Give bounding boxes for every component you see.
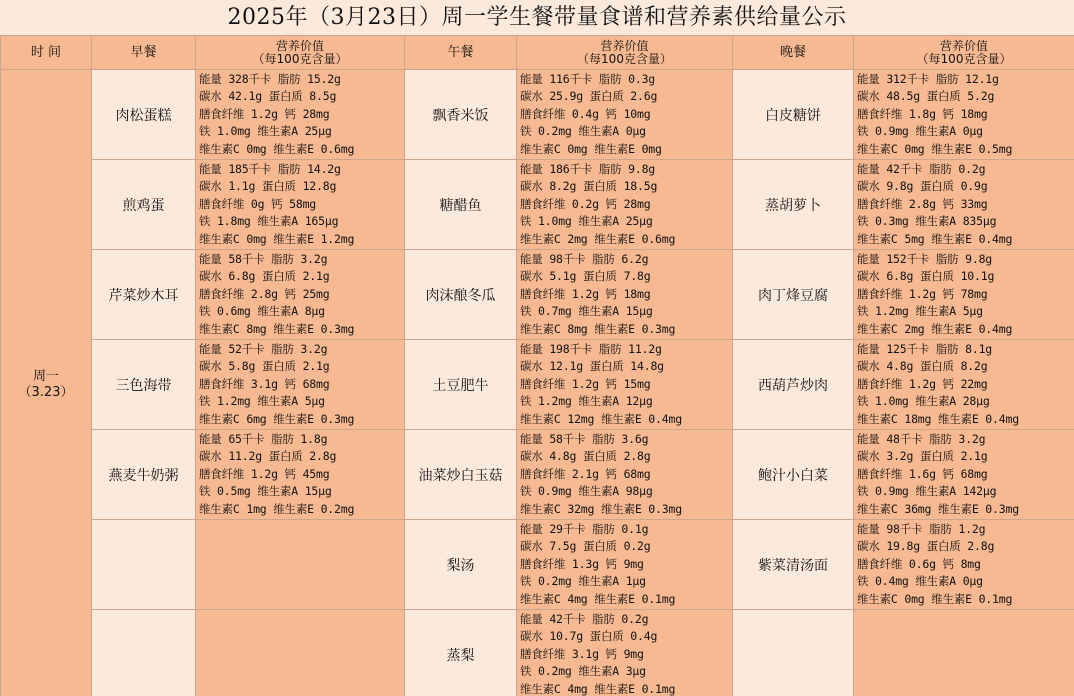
nutrition-line: 膳食纤维 1.2g 钙 18mg	[520, 286, 651, 301]
nutrition-line: 膳食纤维 1.2g 钙 22mg	[857, 376, 988, 391]
nutrition-line: 碳水 3.2g 蛋白质 2.1g	[857, 449, 988, 464]
dinner-dish: 紫菜清汤面	[733, 520, 854, 610]
nutrition-line: 能量 125千卡 脂肪 8.1g	[857, 341, 993, 356]
nutrition-unit: （每100克含量）	[577, 51, 672, 66]
nutrition-line: 维生素C 0mg 维生素E 0mg	[520, 141, 662, 156]
nutrition-line: 碳水 4.8g 蛋白质 2.8g	[520, 449, 651, 464]
nutrition-line: 碳水 19.8g 蛋白质 2.8g	[857, 539, 995, 554]
breakfast-dish: 燕麦牛奶粥	[92, 430, 196, 520]
lunch-nutrition	[517, 160, 733, 250]
nutrition-line: 膳食纤维 1.8g 钙 18mg	[857, 106, 988, 121]
breakfast-nutrition	[196, 520, 405, 610]
nutrition-line: 膳食纤维 1.2g 钙 45mg	[199, 466, 330, 481]
lunch-nutrition	[517, 610, 733, 696]
nutrition-line: 维生素C 32mg 维生素E 0.3mg	[520, 501, 682, 516]
nutrition-line: 膳食纤维 1.3g 钙 9mg	[520, 556, 644, 571]
header-lunch-nutrition	[517, 36, 733, 70]
nutrition-line: 铁 0.5mg 维生素A 15μg	[199, 484, 332, 499]
nutrition-line: 膳食纤维 3.1g 钙 9mg	[520, 646, 644, 661]
nutrition-line: 能量 58千卡 脂肪 3.2g	[199, 251, 328, 266]
nutrition-line: 维生素C 12mg 维生素E 0.4mg	[520, 411, 682, 426]
dinner-dish: 肉丁烽豆腐	[733, 250, 854, 340]
nutrition-title: 营养价值	[600, 38, 649, 53]
nutrition-line: 碳水 9.8g 蛋白质 0.9g	[857, 179, 988, 194]
lunch-nutrition	[517, 430, 733, 520]
nutrition-line: 铁 0.4mg 维生素A 0μg	[857, 574, 983, 589]
nutrition-line: 维生素C 0mg 维生素E 0.5mg	[857, 141, 1013, 156]
breakfast-nutrition	[196, 340, 405, 430]
nutrition-line: 铁 1.0mg 维生素A 25μg	[520, 214, 653, 229]
nutrition-line: 铁 1.0mg 维生素A 28μg	[857, 394, 990, 409]
table-row	[1, 520, 1074, 610]
breakfast-nutrition	[196, 70, 405, 160]
nutrition-line: 铁 1.0mg 维生素A 25μg	[199, 124, 332, 139]
table-row	[1, 340, 1074, 430]
nutrition-line: 能量 29千卡 脂肪 0.1g	[520, 521, 649, 536]
nutrition-line: 铁 0.2mg 维生素A 0μg	[520, 124, 646, 139]
nutrition-line: 能量 65千卡 脂肪 1.8g	[199, 431, 328, 446]
nutrition-line: 能量 42千卡 脂肪 0.2g	[520, 611, 649, 626]
header-dinner-nutrition	[854, 36, 1074, 70]
dinner-dish	[733, 610, 854, 696]
nutrition-line: 维生素C 0mg 维生素E 1.2mg	[199, 231, 355, 246]
nutrition-line: 能量 42千卡 脂肪 0.2g	[857, 161, 986, 176]
nutrition-line: 碳水 6.8g 蛋白质 10.1g	[857, 269, 995, 284]
lunch-dish: 土豆肥牛	[405, 340, 517, 430]
nutrition-unit: （每100克含量）	[916, 51, 1012, 66]
nutrition-line: 铁 1.8mg 维生素A 165μg	[199, 214, 339, 229]
nutrition-line: 碳水 12.1g 蛋白质 14.8g	[520, 359, 664, 374]
dinner-nutrition	[854, 610, 1074, 696]
nutrition-line: 铁 0.2mg 维生素A 1μg	[520, 574, 646, 589]
page-title: 2025年（3月23日）周一学生餐带量食谱和营养素供给量公示	[0, 0, 1074, 35]
nutrition-line: 铁 1.2mg 维生素A 5μg	[857, 304, 983, 319]
lunch-nutrition	[517, 340, 733, 430]
breakfast-dish: 肉松蛋糕	[92, 70, 196, 160]
table-row	[1, 610, 1074, 696]
table-row	[1, 70, 1074, 160]
nutrition-line: 碳水 25.9g 蛋白质 2.6g	[520, 89, 658, 104]
header-time: 时 间	[1, 36, 92, 70]
nutrition-line: 能量 98千卡 脂肪 6.2g	[520, 251, 649, 266]
nutrition-line: 膳食纤维 0.2g 钙 28mg	[520, 196, 651, 211]
nutrition-line: 碳水 5.8g 蛋白质 2.1g	[199, 359, 330, 374]
nutrition-line: 铁 0.7mg 维生素A 15μg	[520, 304, 653, 319]
nutrition-line: 能量 48千卡 脂肪 3.2g	[857, 431, 986, 446]
dinner-nutrition	[854, 70, 1074, 160]
nutrition-line: 膳食纤维 2.8g 钙 33mg	[857, 196, 988, 211]
dinner-dish: 西葫芦炒肉	[733, 340, 854, 430]
table-row	[1, 430, 1074, 520]
lunch-dish: 肉沫酿冬瓜	[405, 250, 517, 340]
nutrition-line: 铁 0.3mg 维生素A 835μg	[857, 214, 997, 229]
nutrition-line: 能量 186千卡 脂肪 9.8g	[520, 161, 656, 176]
breakfast-dish: 煎鸡蛋	[92, 160, 196, 250]
nutrition-line: 能量 58千卡 脂肪 3.6g	[520, 431, 649, 446]
nutrition-line: 膳食纤维 2.8g 钙 25mg	[199, 286, 330, 301]
nutrition-line: 维生素C 4mg 维生素E 0.1mg	[520, 591, 676, 606]
nutrition-line: 能量 198千卡 脂肪 11.2g	[520, 341, 662, 356]
nutrition-line: 维生素C 8mg 维生素E 0.3mg	[199, 321, 355, 336]
nutrition-line: 维生素C 0mg 维生素E 0.1mg	[857, 591, 1013, 606]
lunch-dish: 蒸梨	[405, 610, 517, 696]
nutrition-line: 膳食纤维 1.6g 钙 68mg	[857, 466, 988, 481]
nutrition-line: 碳水 42.1g 蛋白质 8.5g	[199, 89, 337, 104]
lunch-dish: 飘香米饭	[405, 70, 517, 160]
lunch-dish: 糖醋鱼	[405, 160, 517, 250]
nutrition-line: 维生素C 18mg 维生素E 0.4mg	[857, 411, 1019, 426]
nutrition-line: 铁 1.2mg 维生素A 5μg	[199, 394, 325, 409]
nutrition-line: 能量 52千卡 脂肪 3.2g	[199, 341, 328, 356]
dinner-nutrition	[854, 430, 1074, 520]
breakfast-nutrition	[196, 430, 405, 520]
lunch-dish: 油菜炒白玉菇	[405, 430, 517, 520]
header-breakfast: 早餐	[92, 36, 196, 70]
dinner-nutrition	[854, 520, 1074, 610]
dinner-dish: 蒸胡萝卜	[733, 160, 854, 250]
header-row	[1, 36, 1074, 70]
breakfast-dish: 三色海带	[92, 340, 196, 430]
nutrition-line: 铁 0.9mg 维生素A 0μg	[857, 124, 983, 139]
breakfast-dish	[92, 520, 196, 610]
lunch-nutrition	[517, 520, 733, 610]
nutrition-line: 膳食纤维 1.2g 钙 28mg	[199, 106, 330, 121]
nutrition-line: 维生素C 36mg 维生素E 0.3mg	[857, 501, 1019, 516]
header-dinner: 晚餐	[733, 36, 854, 70]
nutrition-line: 碳水 5.1g 蛋白质 7.8g	[520, 269, 651, 284]
day-cell	[1, 70, 92, 696]
nutrition-line: 碳水 4.8g 蛋白质 8.2g	[857, 359, 988, 374]
lunch-nutrition	[517, 250, 733, 340]
menu-table	[0, 35, 1074, 696]
nutrition-line: 碳水 10.7g 蛋白质 0.4g	[520, 629, 658, 644]
nutrition-line: 维生素C 8mg 维生素E 0.3mg	[520, 321, 676, 336]
nutrition-line: 维生素C 6mg 维生素E 0.3mg	[199, 411, 355, 426]
breakfast-nutrition	[196, 160, 405, 250]
nutrition-line: 维生素C 1mg 维生素E 0.2mg	[199, 501, 355, 516]
table-row	[1, 160, 1074, 250]
nutrition-line: 膳食纤维 1.2g 钙 15mg	[520, 376, 651, 391]
nutrition-unit: （每100克含量）	[252, 51, 348, 66]
table-row	[1, 250, 1074, 340]
nutrition-line: 膳食纤维 1.2g 钙 78mg	[857, 286, 988, 301]
nutrition-line: 膳食纤维 0g 钙 58mg	[199, 196, 317, 211]
nutrition-line: 能量 328千卡 脂肪 15.2g	[199, 71, 341, 86]
nutrition-line: 膳食纤维 0.6g 钙 8mg	[857, 556, 981, 571]
nutrition-line: 维生素C 0mg 维生素E 0.6mg	[199, 141, 355, 156]
dinner-nutrition	[854, 340, 1074, 430]
day-name: 周一	[32, 368, 59, 384]
nutrition-line: 维生素C 2mg 维生素E 0.4mg	[857, 321, 1013, 336]
nutrition-title: 营养价值	[275, 38, 324, 53]
nutrition-line: 铁 0.9mg 维生素A 142μg	[857, 484, 997, 499]
nutrition-line: 铁 0.2mg 维生素A 3μg	[520, 664, 646, 679]
header-breakfast-nutrition	[196, 36, 405, 70]
dinner-dish: 白皮糖饼	[733, 70, 854, 160]
header-lunch: 午餐	[405, 36, 517, 70]
breakfast-dish: 芹菜炒木耳	[92, 250, 196, 340]
nutrition-line: 能量 185千卡 脂肪 14.2g	[199, 161, 341, 176]
nutrition-line: 碳水 7.5g 蛋白质 0.2g	[520, 539, 651, 554]
nutrition-line: 维生素C 5mg 维生素E 0.4mg	[857, 231, 1013, 246]
nutrition-line: 碳水 6.8g 蛋白质 2.1g	[199, 269, 330, 284]
nutrition-line: 碳水 1.1g 蛋白质 12.8g	[199, 179, 337, 194]
nutrition-line: 能量 116千卡 脂肪 0.3g	[520, 71, 656, 86]
nutrition-line: 能量 98千卡 脂肪 1.2g	[857, 521, 986, 536]
nutrition-line: 膳食纤维 0.4g 钙 10mg	[520, 106, 651, 121]
dinner-dish: 鲍汁小白菜	[733, 430, 854, 520]
nutrition-title: 营养价值	[939, 38, 988, 53]
nutrition-line: 铁 0.6mg 维生素A 8μg	[199, 304, 325, 319]
nutrition-line: 铁 0.9mg 维生素A 98μg	[520, 484, 653, 499]
nutrition-line: 能量 312千卡 脂肪 12.1g	[857, 71, 999, 86]
dinner-nutrition	[854, 250, 1074, 340]
dinner-nutrition	[854, 160, 1074, 250]
nutrition-line: 维生素C 4mg 维生素E 0.1mg	[520, 681, 676, 696]
nutrition-line: 维生素C 2mg 维生素E 0.6mg	[520, 231, 676, 246]
nutrition-line: 碳水 48.5g 蛋白质 5.2g	[857, 89, 995, 104]
nutrition-line: 膳食纤维 2.1g 钙 68mg	[520, 466, 651, 481]
lunch-nutrition	[517, 70, 733, 160]
nutrition-line: 能量 152千卡 脂肪 9.8g	[857, 251, 993, 266]
breakfast-dish	[92, 610, 196, 696]
nutrition-line: 碳水 11.2g 蛋白质 2.8g	[199, 449, 337, 464]
nutrition-line: 铁 1.2mg 维生素A 12μg	[520, 394, 653, 409]
day-date: （3.23）	[18, 384, 74, 400]
nutrition-line: 碳水 8.2g 蛋白质 18.5g	[520, 179, 658, 194]
breakfast-nutrition	[196, 610, 405, 696]
lunch-dish: 梨汤	[405, 520, 517, 610]
nutrition-line: 膳食纤维 3.1g 钙 68mg	[199, 376, 330, 391]
breakfast-nutrition	[196, 250, 405, 340]
